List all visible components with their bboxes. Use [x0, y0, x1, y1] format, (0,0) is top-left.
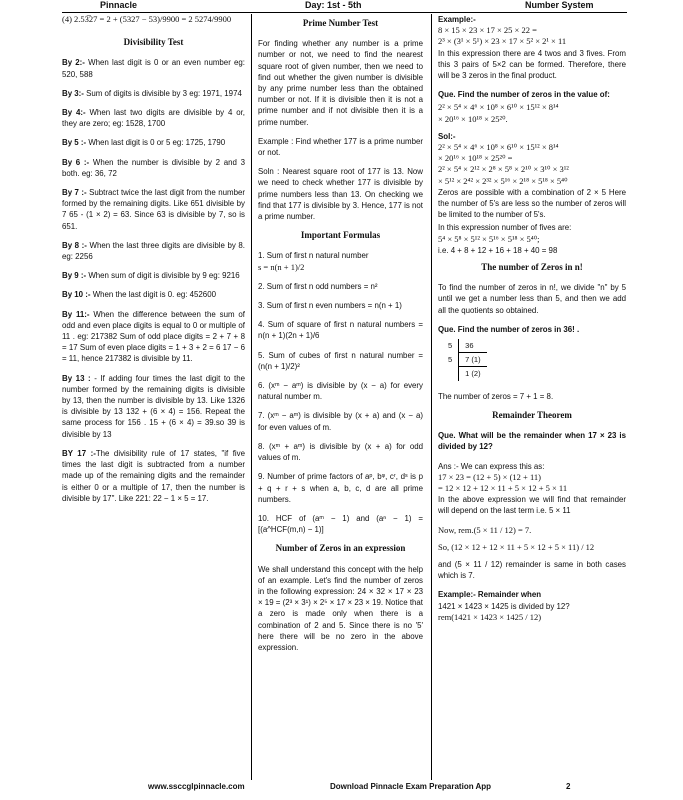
column-formulas: [258, 14, 423, 661]
example-explanation: In this expression there are 4 twos and 3 fives. From this 3 pairs of 5×2 can be formed. Therefore, there will be 3 zeros in the final product.: [438, 48, 626, 81]
quotient-cell: 7 (1): [459, 353, 487, 367]
zeros-explanation: We shall understand this concept with the help of an example. Let's find the number of zeros in the following expression: 24 × 32 × 17 × 23 × 19 = (2³ × 3¹) × 2⁵ × 17 × 23 × 19. Notice that a zero is made only when there is a combination of 2 and 5. Since there is no '5' here there will be no zero in the above expression.: [258, 564, 423, 652]
math-line: 2³ × (3¹ × 5¹) × 23 × 17 × 5² × 2¹ × 11: [438, 36, 567, 47]
math-line: 2² × 5⁴ × 4⁶ × 10⁸ × 6¹⁰ × 15¹² × 8¹⁴: [438, 142, 559, 153]
rule-item: By 4:- When last two digits are divisible by 4 or, they are zero; eg: 1528, 1700: [62, 108, 245, 129]
header-topic: Number System: [525, 0, 594, 10]
page-number: 2: [566, 782, 571, 791]
divisor-cell: 5: [442, 339, 459, 353]
formula-item: 5. Sum of cubes of first n natural number = (n(n + 1)/2)²: [258, 350, 423, 371]
header-day: Day: 1st - 5th: [305, 0, 362, 10]
math-line: = 12 × 12 + 12 × 11 + 5 × 12 + 5 × 11: [438, 482, 568, 493]
math-line: rem(1421 × 1423 × 1425 / 12): [438, 611, 542, 622]
formula-item: 7. (xᵐ − aᵐ) is divisible by (x + a) and (x − a) for even values of m.: [258, 411, 423, 432]
question: Que. Find the number of zeros in the value of:: [438, 90, 610, 100]
formula-item: 4. Sum of square of first n natural numbers = n(n + 1)(2n + 1)/6: [258, 320, 423, 341]
math-line: 5⁴ × 5⁸ × 5¹² × 5¹⁶ × 5¹⁸ × 5⁴⁰;: [438, 233, 540, 244]
formula-item: 2. Sum of first n odd numbers = n²: [258, 281, 378, 291]
rule-item: By 8 :- When the last three digits are divisible by 8. eg: 2256: [62, 240, 245, 262]
math-line: × 20¹⁶ × 10¹⁸ × 25²⁰.: [438, 113, 508, 124]
footer-website-link[interactable]: www.ssccglpinnacle.com: [148, 782, 245, 791]
divisibility-rules: [62, 57, 245, 504]
rule-item: By 9 :- When sum of digit is divisible by 9 eg: 9216: [62, 271, 240, 281]
quotient-cell: 1 (2): [465, 369, 481, 379]
example-label: Example:-: [438, 15, 476, 24]
question: Que. Find the number of zeros in 36! .: [438, 324, 580, 334]
formula-item: 1. Sum of first n natural number s = n(n + 1)/2: [258, 251, 369, 272]
heading-important-formulas: Important Formulas: [300, 230, 381, 241]
formula-item: 10. HCF of (aᵐ − 1) and (aⁿ − 1) = [(a^HCF(m,n) − 1)]: [258, 513, 423, 535]
math-line: So, (12 × 12 + 12 × 11 + 5 × 12 + 5 × 11) / 12: [438, 541, 595, 552]
prime-example: Example : Find whether 177 is a prime number or not.: [258, 136, 423, 158]
rule-item: By 2:- When last digit is 0 or an even number eg: 520, 588: [62, 58, 245, 79]
prime-test-text: For finding whether any number is a prime number or not, we need to find the nearest square root of given number, then we need to find out whether the given number is divisible by any prime number less than the obtained number or not. If it is divisible then it is not a prime number and if not divisible then it is a prime number.: [258, 39, 423, 127]
quotient-cell: 36: [459, 339, 487, 353]
math-line: 17 × 23 = (12 + 5) × (12 + 11): [438, 471, 541, 482]
column-divisibility: [62, 14, 245, 512]
rule-item: By 6 :- When the number is divisible by 2 and 3 both. eg: 36, 72: [62, 157, 245, 178]
rule-item: By 13 : - If adding four times the last digit to the number formed by the remaining digits is divisible by 13, then the number is divisible by 13. Like 1326 is divisible by 13 132 + (6 × 4) = 156. Repeat the same process for 156 . 15 + (6 × 4) = 39.so 39 is divisible by 13: [62, 373, 245, 439]
formula-item: 6. (xᵐ − aᵐ) is divisible by (x − a) for every natural number m.: [258, 381, 423, 402]
example-label: Example:- Remainder when: [438, 590, 542, 600]
question: Que. What will be the remainder when 17 × 23 is divided by 12?: [438, 431, 626, 452]
solution-text: In this expression number of fives are:: [438, 223, 572, 233]
solution-explanation: Zeros are possible with a combination of 2 × 5 Here the number of 5's are less so the number of zeros will be limited to the number of 5's.: [438, 187, 626, 220]
header-rule: [62, 12, 627, 13]
heading-remainder-theorem: Remainder Theorem: [492, 409, 572, 420]
header-brand: Pinnacle: [100, 0, 138, 10]
column-zeros-remainders: [438, 14, 626, 623]
factorial-explanation: To find the number of zeros in n!, we divide "n" by 5 until we get a number less than 5, and then we add all the quotients so obtained.: [438, 283, 626, 315]
rule-item: By 5 :- When last digit is 0 or 5 eg: 1725, 1790: [62, 138, 226, 148]
zeros-result: The number of zeros = 7 + 1 = 8.: [438, 391, 554, 401]
math-line: × 5¹² × 2⁴² × 2³² × 5¹⁶ × 2¹⁸ × 5¹⁸ × 5⁴⁰: [438, 175, 568, 186]
formula-item: 9. Number of prime factors of aᵖ, bᵠ, cʳ, dˢ is p + q + r + s when a, b, c, d are all prime numbers.: [258, 472, 423, 504]
rule-item: By 3:- Sum of digits is divisible by 3 eg: 1971, 1974: [62, 88, 242, 98]
answer-line: Ans :- We can express this as:: [438, 461, 545, 471]
rule-item: By 11:- When the difference between the sum of odd and even place digits is equal to 0 or multiple of 11 . eg: 217382 Sum of odd place digits = 2 + 7 + 8 = 17 Sum of even place digits = 1 + 3 + 2 = 6 17 − 6 = 11, hence 217382 is divisible by 11.: [62, 309, 245, 364]
answer-explanation: and (5 × 11 / 12) remainder is same in both cases which is 7.: [438, 559, 626, 581]
math-line: 8 × 15 × 23 × 17 × 25 × 22 =: [438, 25, 537, 36]
formula-item: 3. Sum of first n even numbers = n(n + 1): [258, 301, 402, 311]
math-line: 2² × 5⁴ × 2¹² × 2⁸ × 5⁸ × 2¹⁰ × 3¹⁰ × 3¹²: [438, 164, 569, 175]
footer-app-promo: Download Pinnacle Exam Preparation App: [330, 782, 492, 791]
rule-item: By 7 :- Subtract twice the last digit from the number formed by the remaining digits. Like 651 divisible by 7 65 - (1 × 2) = 63. Since 63 is divisible by 7, so is 651.: [62, 188, 245, 231]
heading-zeros-in-expression: Number of Zeros in an expression: [275, 543, 406, 554]
example-question: 1421 × 1423 × 1425 is divided by 12?: [438, 601, 570, 611]
heading-divisibility-test: Divisibility Test: [123, 37, 184, 48]
math-line: i.e. 4 + 8 + 12 + 16 + 18 + 40 = 98: [438, 245, 558, 255]
heading-zeros-in-factorial: The number of Zeros in n!: [481, 262, 583, 273]
heading-prime-number-test: Prime Number Test: [302, 18, 379, 28]
column-divider: [251, 14, 252, 780]
rule-item: BY 17 :-The divisibility rule of 17 states, "if five times the last digit is subtracted from a number made up of the remaining digits and the remainder is either 0 or a multiple of 17, then the number is divisible by 17". Like 221: 22 − 1 × 5 = 17.: [62, 448, 245, 503]
math-line: 2² × 5⁴ × 4⁶ × 10⁸ × 6¹⁰ × 15¹² × 8¹⁴: [438, 102, 559, 113]
math-line: Now, rem.(5 × 11 / 12) = 7.: [438, 524, 532, 535]
prime-solution: Soln : Nearest square root of 177 is 13. Now we need to check whether 177 is divisible by prime numbers less than 13. On checking we find that 177 is divisible by 3. Hence, 177 is not a prime number.: [258, 167, 423, 222]
rule-item: By 10 :- When the last digit is 0. eg: 452600: [62, 290, 216, 300]
answer-explanation: In the above expression we will find that remainder will depend on the last term i.e. 5 × 11: [438, 495, 626, 516]
division-table: [442, 339, 487, 381]
divisor-cell: 5: [442, 353, 459, 367]
math-line: × 20¹⁶ × 10¹⁸ × 25²⁰ =: [438, 153, 513, 164]
column-divider: [431, 14, 432, 780]
formula-item: 8. (xᵐ + aᵐ) is divisible by (x + a) for odd values of m.: [258, 441, 423, 463]
recurring-decimal-example: (4) 2.53̅27 = 2 + (5327 − 53)/9900 = 2 5274/9900: [62, 14, 232, 24]
solution-label: Sol:-: [438, 131, 456, 141]
page-header: [0, 0, 683, 12]
